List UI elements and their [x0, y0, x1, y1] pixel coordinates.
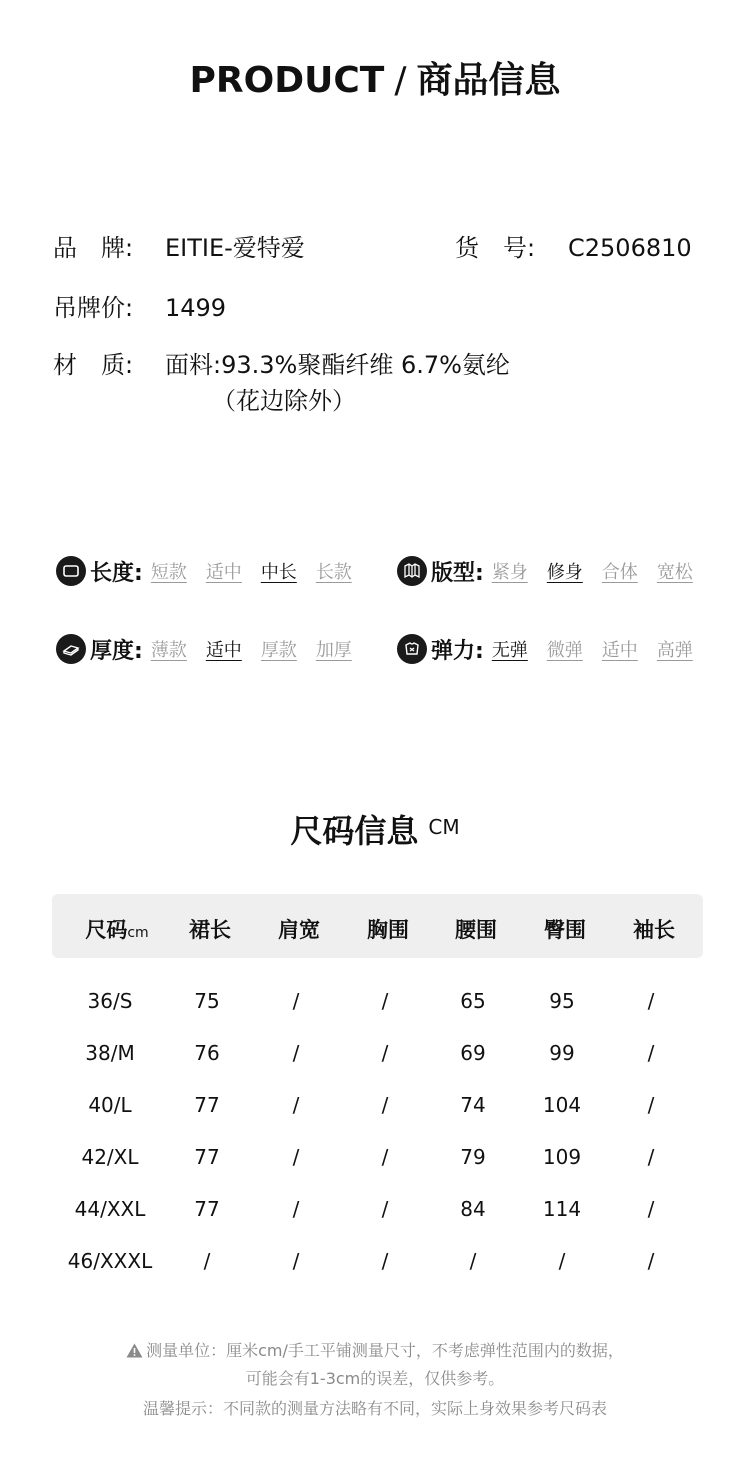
measure-cell: / [647, 1145, 655, 1169]
measure-cell: / [292, 989, 300, 1013]
measure-cell: / [469, 1249, 477, 1273]
elasticity-icon [397, 634, 427, 664]
header-size [72, 914, 162, 944]
page-title [0, 52, 750, 103]
material-label: 材 质: [53, 351, 134, 379]
elasticity-option: 适中 [601, 640, 638, 661]
length-option: 长款 [315, 562, 352, 583]
material-value: 面料:93.3%聚酯纤维 6.7%氨纶 [165, 351, 510, 379]
size-table-header [52, 894, 703, 958]
measure-cell: 77 [194, 1145, 220, 1169]
length-option-selected: 中长 [260, 562, 297, 583]
measure-cell: / [381, 1093, 389, 1117]
size-cell: 46/XXXL [67, 1249, 153, 1273]
measure-cell: 65 [460, 989, 486, 1013]
size-cell: 42/XL [81, 1145, 139, 1169]
brand-row [53, 228, 305, 263]
note-line-1 [0, 1338, 750, 1361]
thickness-icon [56, 634, 86, 664]
header-cell: 臀围 [544, 918, 586, 942]
thickness-option-selected: 适中 [205, 640, 242, 661]
size-cell: 36/S [87, 989, 133, 1013]
measure-cell: / [381, 989, 389, 1013]
header-size-text: 尺码 [85, 918, 128, 942]
length-option: 短款 [150, 562, 187, 583]
measure-cell: / [203, 1249, 211, 1273]
attr-length [56, 554, 352, 588]
header-cell: 袖长 [633, 918, 675, 942]
measure-cell: 104 [542, 1093, 582, 1117]
brand-label: 品 牌: [53, 234, 134, 262]
measure-cell: 74 [460, 1093, 486, 1117]
fit-option: 宽松 [656, 562, 693, 583]
measure-cell: / [381, 1197, 389, 1221]
warning-icon [126, 1343, 143, 1358]
header-cell: 肩宽 [278, 918, 320, 942]
measure-cell: 99 [549, 1041, 575, 1065]
length-label: 长度: [90, 560, 143, 586]
fit-option: 合体 [601, 562, 638, 583]
measure-cell: / [647, 1249, 655, 1273]
measure-cell: / [292, 1197, 300, 1221]
size-cell: 44/XXL [74, 1197, 146, 1221]
brand-value: EITIE-爱特爱 [165, 234, 305, 262]
measure-cell: / [292, 1249, 300, 1273]
attr-fit [397, 554, 693, 588]
elasticity-option: 微弹 [546, 640, 583, 661]
size-cell: 38/M [85, 1041, 135, 1065]
elasticity-option: 高弹 [656, 640, 693, 661]
size-section-title [0, 806, 750, 852]
measure-cell: / [292, 1041, 300, 1065]
measure-cell: / [647, 989, 655, 1013]
fit-option-selected: 修身 [546, 562, 583, 583]
measure-cell: 77 [194, 1197, 220, 1221]
measure-cell: 114 [542, 1197, 582, 1221]
title-slash: / [394, 60, 407, 101]
title-en: PRODUCT [189, 60, 385, 101]
title-cn: 商品信息 [416, 60, 561, 101]
measure-cell: / [381, 1249, 389, 1273]
thickness-option: 厚款 [260, 640, 297, 661]
material-row [53, 345, 510, 380]
fit-option: 紧身 [491, 562, 528, 583]
note-line-3: 温馨提示：不同款的测量方法略有不同，实际上身效果参考尺码表 [142, 1399, 607, 1418]
note-line-1-text: 测量单位：厘米cm/手工平铺测量尺寸，不考虑弹性范围内的数据， [146, 1341, 624, 1360]
size-title-text: 尺码信息 [290, 812, 419, 850]
thickness-option: 加厚 [315, 640, 352, 661]
measure-cell: 84 [460, 1197, 486, 1221]
attr-thickness [56, 632, 352, 666]
note-line-2: 可能会有1-3cm的误差，仅供参考。 [245, 1369, 505, 1388]
measure-cell: / [647, 1041, 655, 1065]
fit-label: 版型: [431, 560, 484, 586]
measure-cell: 77 [194, 1093, 220, 1117]
elasticity-option-selected: 无弹 [491, 640, 528, 661]
price-row [53, 288, 226, 323]
measure-cell: / [647, 1197, 655, 1221]
size-title-unit: CM [428, 815, 460, 839]
header-cell: 腰围 [455, 918, 497, 942]
sku-label: 货 号: [455, 234, 536, 262]
measure-cell: 69 [460, 1041, 486, 1065]
measure-cell: / [381, 1041, 389, 1065]
measure-cell: / [381, 1145, 389, 1169]
header-size-unit: cm [127, 925, 149, 941]
length-option: 适中 [205, 562, 242, 583]
header-cell: 胸围 [367, 918, 409, 942]
measure-cell: 76 [194, 1041, 220, 1065]
price-value: 1499 [165, 294, 227, 322]
measure-cell: / [292, 1093, 300, 1117]
attr-elasticity [397, 632, 693, 666]
elasticity-label: 弹力: [431, 638, 484, 664]
measure-cell: 79 [460, 1145, 486, 1169]
sku-row [455, 228, 692, 263]
fit-icon [397, 556, 427, 586]
measure-cell: / [647, 1093, 655, 1117]
sku-value: C2506810 [568, 234, 692, 262]
price-label: 吊牌价: [53, 294, 134, 322]
thickness-option: 薄款 [150, 640, 187, 661]
material-note: （花边除外） [212, 387, 356, 415]
measure-cell: / [292, 1145, 300, 1169]
length-icon [56, 556, 86, 586]
header-cell: 裙长 [189, 918, 231, 942]
measure-cell: 75 [194, 989, 220, 1013]
measure-cell: 109 [542, 1145, 582, 1169]
measure-cell: 95 [549, 989, 575, 1013]
size-cell: 40/L [88, 1093, 132, 1117]
measure-cell: / [558, 1249, 566, 1273]
thickness-label: 厚度: [90, 638, 143, 664]
